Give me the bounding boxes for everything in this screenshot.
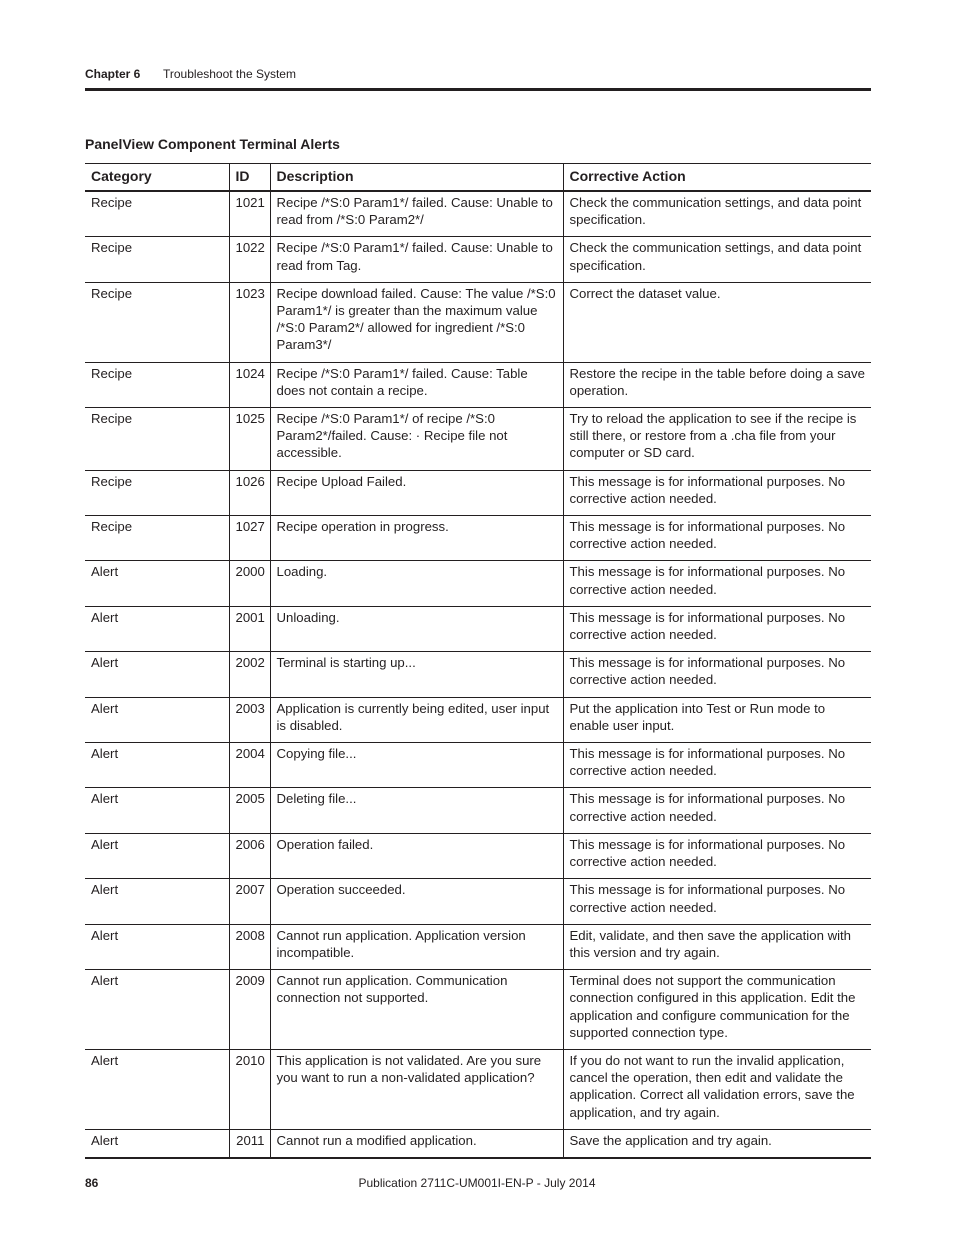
table-row: [85, 924, 871, 969]
cell-category: Alert: [85, 652, 229, 697]
cell-id: 1022: [229, 237, 270, 282]
column-header-id: ID: [229, 164, 270, 192]
cell-id: 2003: [229, 697, 270, 742]
cell-description: Copying file...: [270, 743, 563, 788]
chapter-label: Chapter 6: [85, 67, 141, 81]
cell-corrective-action: This message is for informational purposes. No corrective action needed.: [563, 516, 871, 561]
publication-info: Publication 2711C-UM001I-EN-P - July 2014: [358, 1176, 596, 1190]
cell-category: Recipe: [85, 282, 229, 362]
table-row: [85, 697, 871, 742]
cell-category: Alert: [85, 924, 229, 969]
cell-id: 2011: [229, 1129, 270, 1158]
alerts-table: [85, 163, 871, 1159]
cell-description: This application is not validated. Are you sure you want to run a non-validated application?: [270, 1049, 563, 1129]
column-header-description: Description: [270, 164, 563, 192]
cell-corrective-action: Check the communication settings, and data point specification.: [563, 237, 871, 282]
table-row: [85, 970, 871, 1050]
cell-category: Alert: [85, 606, 229, 651]
cell-id: 2004: [229, 743, 270, 788]
table-body: [85, 191, 871, 1158]
cell-description: Recipe Upload Failed.: [270, 470, 563, 515]
cell-corrective-action: This message is for informational purposes. No corrective action needed.: [563, 606, 871, 651]
cell-id: 1021: [229, 191, 270, 237]
table-row: [85, 833, 871, 878]
cell-id: 1026: [229, 470, 270, 515]
cell-id: 2006: [229, 833, 270, 878]
table-row: [85, 1129, 871, 1158]
cell-category: Alert: [85, 879, 229, 924]
cell-corrective-action: This message is for informational purposes. No corrective action needed.: [563, 743, 871, 788]
table-row: [85, 606, 871, 651]
cell-corrective-action: Edit, validate, and then save the application with this version and try again.: [563, 924, 871, 969]
cell-description: Recipe /*S:0 Param1*/ failed. Cause: Table does not contain a recipe.: [270, 362, 563, 407]
cell-category: Alert: [85, 1049, 229, 1129]
cell-corrective-action: Correct the dataset value.: [563, 282, 871, 362]
cell-corrective-action: Check the communication settings, and data point specification.: [563, 191, 871, 237]
cell-category: Alert: [85, 743, 229, 788]
cell-id: 2002: [229, 652, 270, 697]
table-row: [85, 743, 871, 788]
cell-category: Recipe: [85, 362, 229, 407]
cell-corrective-action: Save the application and try again.: [563, 1129, 871, 1158]
column-header-corrective-action: Corrective Action: [563, 164, 871, 192]
cell-category: Alert: [85, 561, 229, 606]
table-row: [85, 1049, 871, 1129]
cell-category: Recipe: [85, 470, 229, 515]
cell-category: Recipe: [85, 191, 229, 237]
cell-category: Recipe: [85, 516, 229, 561]
cell-corrective-action: This message is for informational purposes. No corrective action needed.: [563, 833, 871, 878]
cell-description: Recipe operation in progress.: [270, 516, 563, 561]
cell-corrective-action: If you do not want to run the invalid application, cancel the operation, then edit and validate the application. Correct all validation errors, save the application, and try again.: [563, 1049, 871, 1129]
cell-id: 2007: [229, 879, 270, 924]
cell-description: Cannot run a modified application.: [270, 1129, 563, 1158]
cell-description: Recipe /*S:0 Param1*/ failed. Cause: Unable to read from /*S:0 Param2*/: [270, 191, 563, 237]
cell-corrective-action: This message is for informational purposes. No corrective action needed.: [563, 561, 871, 606]
cell-category: Alert: [85, 1129, 229, 1158]
cell-id: 1027: [229, 516, 270, 561]
cell-corrective-action: This message is for informational purposes. No corrective action needed.: [563, 470, 871, 515]
table-row: [85, 561, 871, 606]
cell-description: Terminal is starting up...: [270, 652, 563, 697]
cell-id: 2008: [229, 924, 270, 969]
table-header-row: [85, 164, 871, 192]
table-row: [85, 516, 871, 561]
cell-corrective-action: This message is for informational purposes. No corrective action needed.: [563, 879, 871, 924]
cell-description: Cannot run application. Communication connection not supported.: [270, 970, 563, 1050]
cell-corrective-action: Put the application into Test or Run mode to enable user input.: [563, 697, 871, 742]
column-header-category: Category: [85, 164, 229, 192]
table-row: [85, 470, 871, 515]
page-header: [85, 66, 871, 82]
cell-description: Unloading.: [270, 606, 563, 651]
table-row: [85, 362, 871, 407]
cell-description: Operation failed.: [270, 833, 563, 878]
cell-description: Application is currently being edited, user input is disabled.: [270, 697, 563, 742]
cell-description: Operation succeeded.: [270, 879, 563, 924]
cell-corrective-action: Terminal does not support the communication connection configured in this application. Edit the application and configure communication for the supported connection type.: [563, 970, 871, 1050]
table-row: [85, 788, 871, 833]
cell-id: 2000: [229, 561, 270, 606]
table-row: [85, 879, 871, 924]
table-row: [85, 652, 871, 697]
cell-category: Alert: [85, 697, 229, 742]
cell-corrective-action: This message is for informational purposes. No corrective action needed.: [563, 652, 871, 697]
cell-description: Loading.: [270, 561, 563, 606]
table-row: [85, 237, 871, 282]
page-number: 86: [85, 1176, 99, 1190]
cell-corrective-action: Try to reload the application to see if the recipe is still there, or restore from a .cha file from your computer or SD card.: [563, 408, 871, 471]
cell-category: Alert: [85, 788, 229, 833]
cell-corrective-action: Restore the recipe in the table before doing a save operation.: [563, 362, 871, 407]
cell-description: Recipe /*S:0 Param1*/ of recipe /*S:0 Param2*/failed. Cause: · Recipe file not accessible.: [270, 408, 563, 471]
cell-id: 1024: [229, 362, 270, 407]
cell-category: Alert: [85, 970, 229, 1050]
cell-description: Deleting file...: [270, 788, 563, 833]
cell-description: Cannot run application. Application version incompatible.: [270, 924, 563, 969]
cell-category: Recipe: [85, 237, 229, 282]
section-title: Troubleshoot the System: [163, 67, 296, 81]
cell-corrective-action: This message is for informational purposes. No corrective action needed.: [563, 788, 871, 833]
cell-description: Recipe download failed. Cause: The value /*S:0 Param1*/ is greater than the maximum value /*S:0 Param2*/ allowed for ingredient /*S:0 Param3*/: [270, 282, 563, 362]
cell-id: 1023: [229, 282, 270, 362]
cell-description: Recipe /*S:0 Param1*/ failed. Cause: Unable to read from Tag.: [270, 237, 563, 282]
cell-id: 2009: [229, 970, 270, 1050]
cell-category: Recipe: [85, 408, 229, 471]
cell-id: 2005: [229, 788, 270, 833]
table-row: [85, 282, 871, 362]
table-row: [85, 408, 871, 471]
cell-id: 1025: [229, 408, 270, 471]
cell-category: Alert: [85, 833, 229, 878]
table-row: [85, 191, 871, 237]
cell-id: 2001: [229, 606, 270, 651]
header-rule: [85, 88, 871, 91]
cell-id: 2010: [229, 1049, 270, 1129]
table-title: PanelView Component Terminal Alerts: [85, 136, 340, 152]
